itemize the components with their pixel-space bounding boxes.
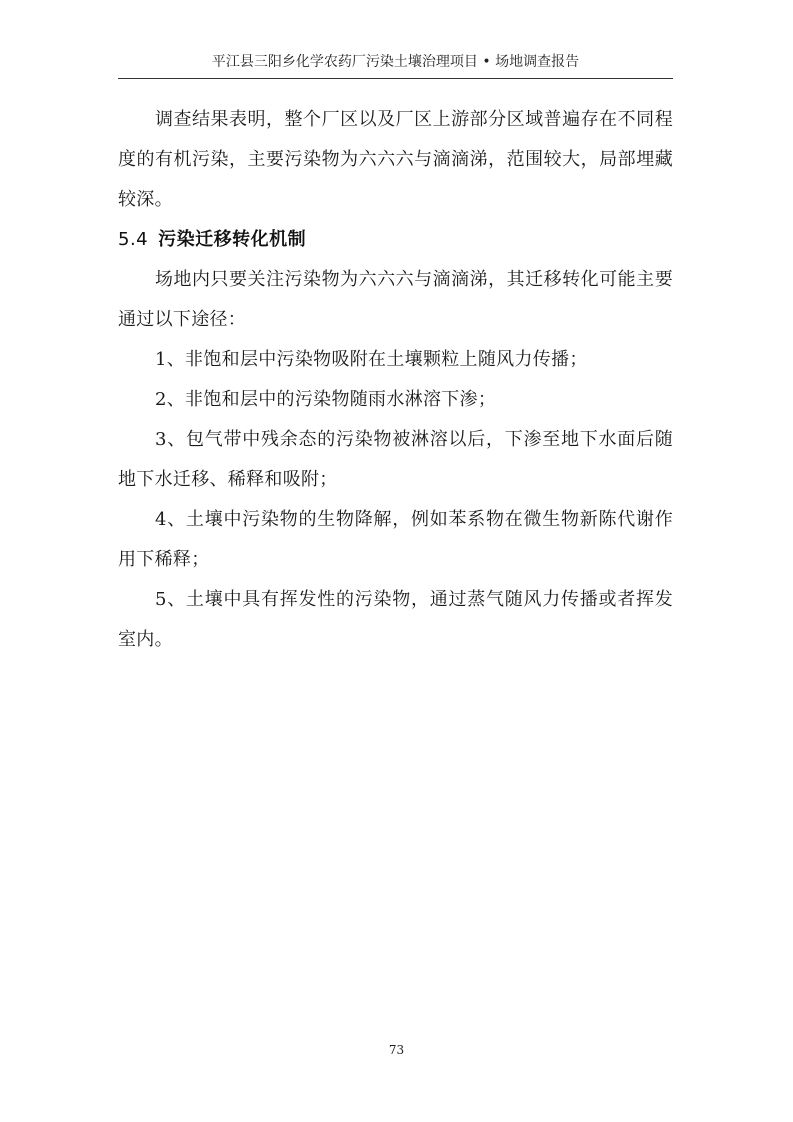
- section-heading: [118, 220, 673, 260]
- section-title: 污染迁移转化机制: [158, 229, 307, 250]
- header-divider: [118, 78, 673, 79]
- section-number: 5.4: [118, 229, 149, 250]
- page-content: [118, 100, 673, 660]
- page-header: 平江县三阳乡化学农药厂污染土壤治理项目 • 场地调查报告: [211, 54, 580, 70]
- page-number: 73: [388, 1043, 405, 1057]
- list-item: 4、土壤中污染物的生物降解，例如苯系物在微生物新陈代谢作用下稀释；: [118, 509, 673, 570]
- section-intro-paragraph: 场地内只要关注污染物为六六六与滴滴涕，其迁移转化可能主要通过以下途径：: [118, 269, 673, 330]
- intro-paragraph: 调查结果表明，整个厂区以及厂区上游部分区域普遍存在不同程度的有机污染，主要污染物为六六六与滴滴涕，范围较大，局部埋藏较深。: [118, 109, 673, 210]
- list-item: 1、非饱和层中污染物吸附在土壤颗粒上随风力传播；: [155, 349, 588, 370]
- list-item: 5、土壤中具有挥发性的污染物，通过蒸气随风力传播或者挥发室内。: [118, 589, 673, 650]
- list-item: 2、非饱和层中的污染物随雨水淋溶下渗；: [155, 389, 497, 410]
- list-item: 3、包气带中残余态的污染物被淋溶以后，下渗至地下水面后随地下水迁移、稀释和吸附；: [118, 429, 673, 490]
